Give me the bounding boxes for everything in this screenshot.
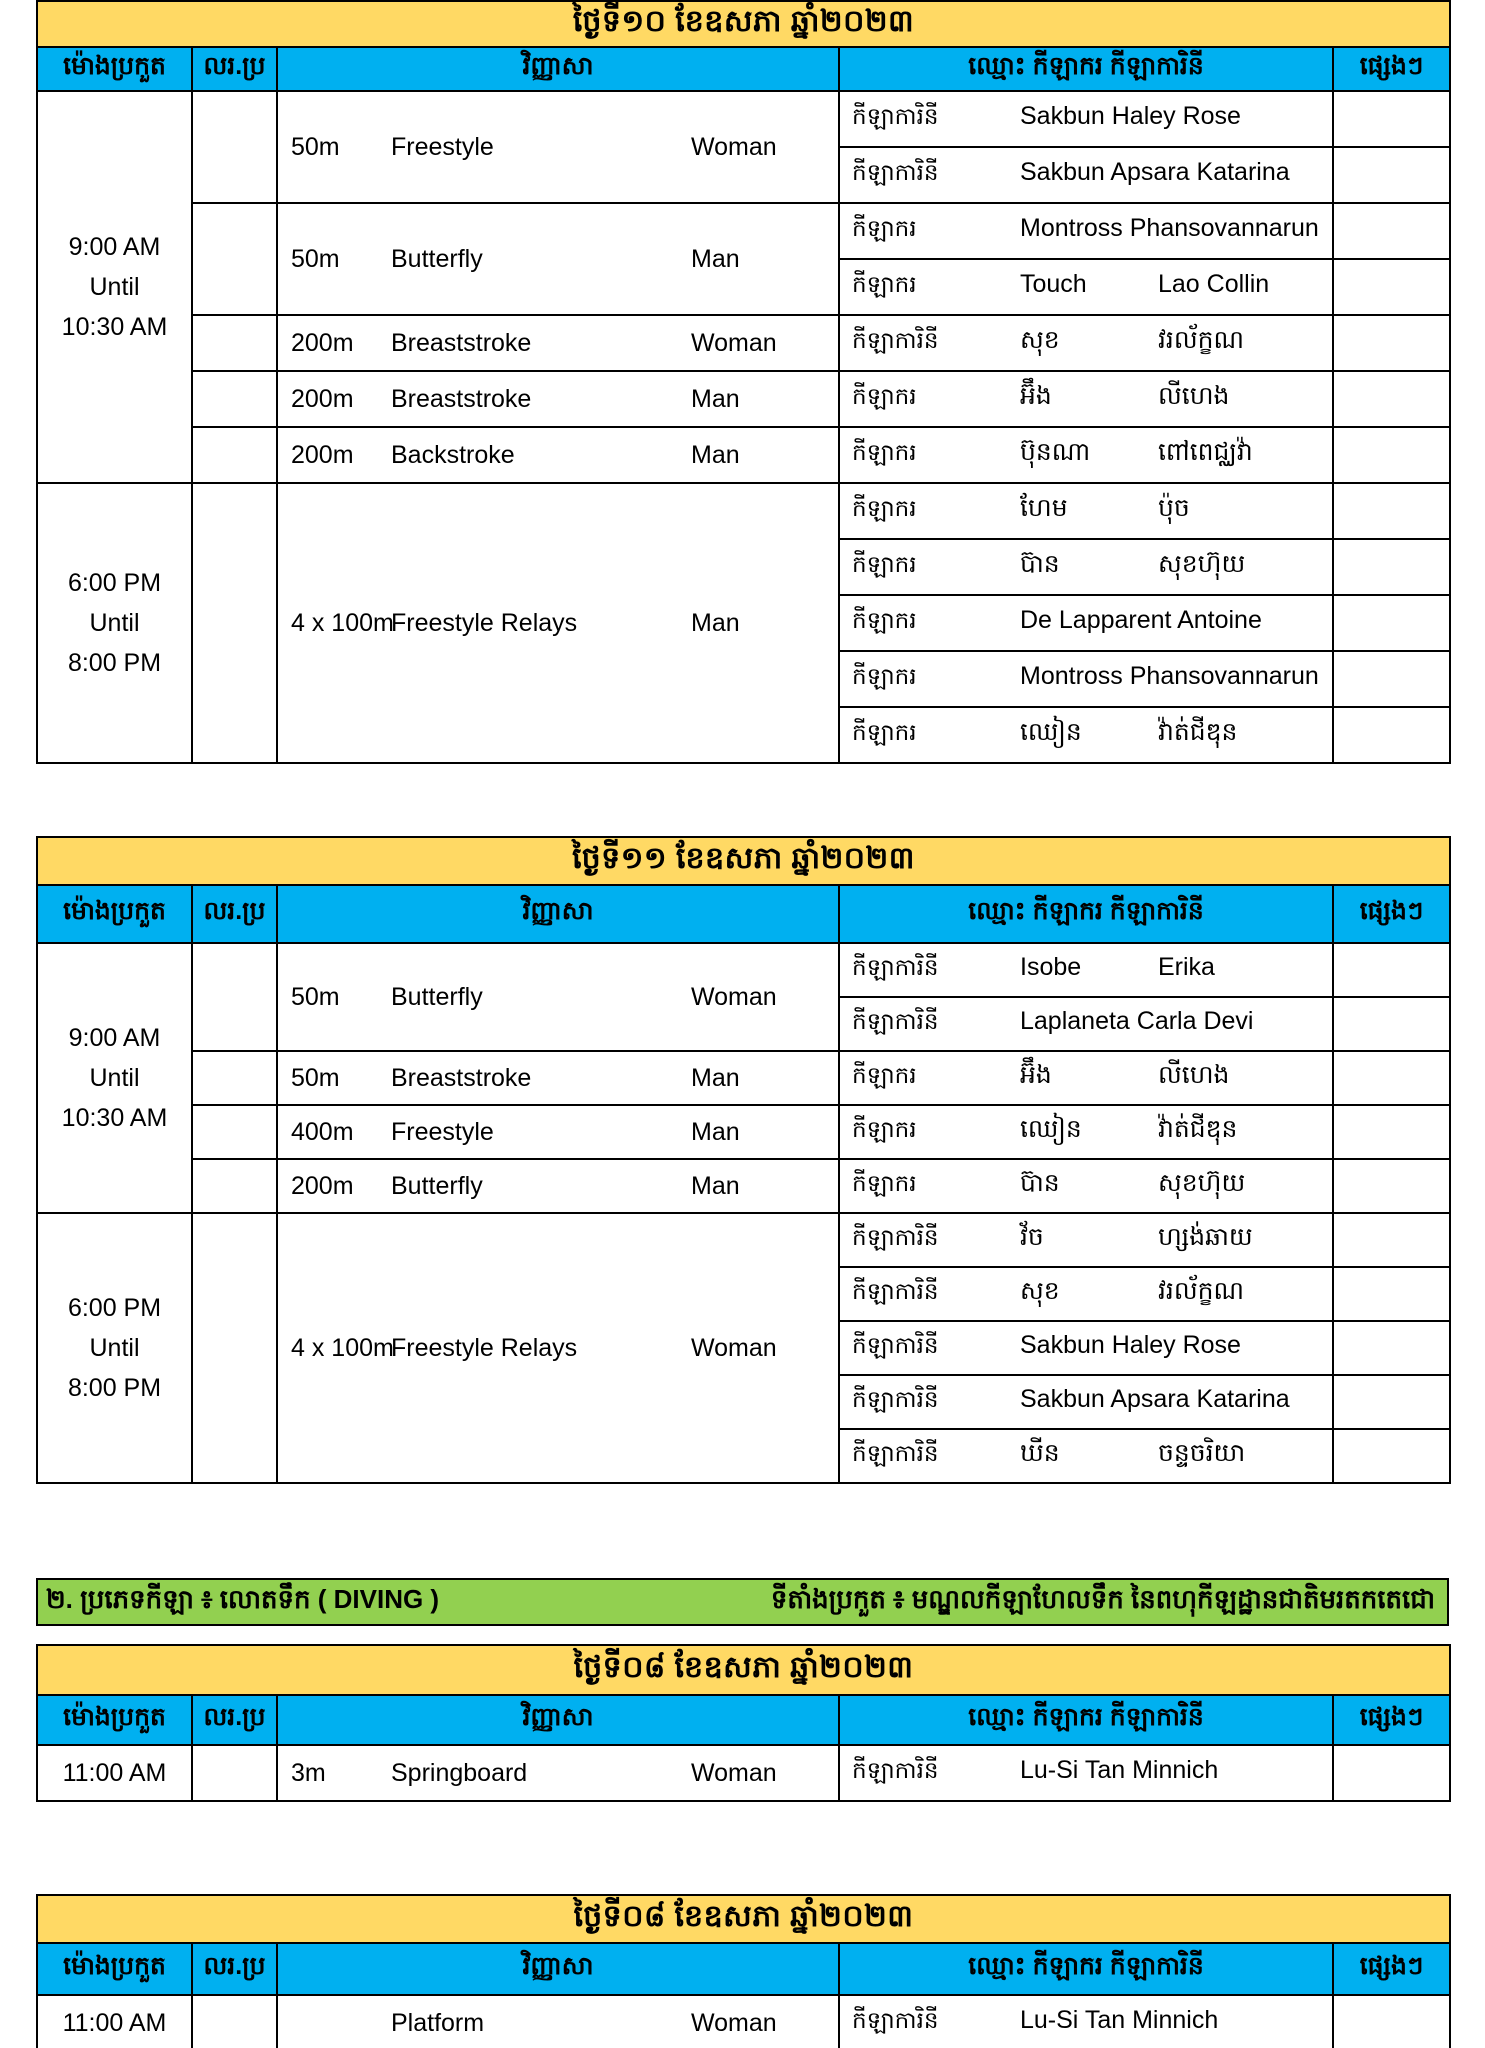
- schedule-table-diving-day08-platform: [36, 1894, 1451, 2048]
- other-cell: [1333, 259, 1450, 315]
- serial-cell: [192, 91, 277, 203]
- event-stroke: Freestyle: [391, 1117, 494, 1146]
- table-title: ថ្ងៃទី១០ ខែឧសភា ឆ្នាំ២០២៣: [37, 1, 1450, 47]
- athlete-role: កីឡាករ: [852, 719, 917, 745]
- column-header-time: ម៉ោងប្រកួត: [37, 47, 192, 91]
- athlete-name-cell: [839, 315, 1333, 371]
- time-line: 8:00 PM: [67, 648, 162, 677]
- athlete-name: Montross Phansovannarun: [1020, 214, 1319, 242]
- time-line: 9:00 AM: [68, 1023, 161, 1052]
- time-cell: [37, 1745, 192, 1801]
- event-gender: Woman: [691, 132, 777, 161]
- event-stroke: Freestyle Relays: [391, 608, 578, 637]
- table-title: ថ្ងៃទី០៨ ខែឧសភា ឆ្នាំ២០២៣: [37, 1895, 1450, 1943]
- serial-cell: [192, 1745, 277, 1801]
- athlete-name-second: Erika: [1158, 953, 1215, 981]
- athlete-name-cell: [839, 1745, 1333, 1801]
- serial-cell: [192, 483, 277, 763]
- athlete-name-cell: [839, 371, 1333, 427]
- athlete-name-cell: [839, 539, 1333, 595]
- athlete-name-second: លីហេង: [1158, 382, 1230, 410]
- event-distance: 4 x 100m: [291, 608, 394, 637]
- athlete-role: កីឡាការិនី: [852, 327, 939, 353]
- athlete-name-cell: [839, 91, 1333, 147]
- serial-cell: [192, 1105, 277, 1159]
- athlete-name-second: ចន្ទចរិយា: [1158, 1439, 1246, 1467]
- athlete-row: [37, 1745, 1450, 1801]
- table-title: ថ្ងៃទី០៨ ខែឧសភា ឆ្នាំ២០២៣: [37, 1645, 1450, 1695]
- diving-section-band: [36, 1578, 1449, 1626]
- other-cell: [1333, 427, 1450, 483]
- athlete-name-second: ប៉ុច: [1158, 494, 1190, 522]
- athlete-name-second: វ៉ាត់ជីឌុន: [1158, 718, 1238, 746]
- table-title: ថ្ងៃទី១១ ខែឧសភា ឆ្នាំ២០២៣: [37, 837, 1450, 885]
- event-distance: 200m: [291, 384, 354, 413]
- athlete-role: កីឡាការិនី: [852, 1224, 939, 1250]
- athlete-name: Sakbun Apsara Katarina: [1020, 158, 1290, 186]
- event-gender: Woman: [691, 1758, 777, 1787]
- event-stroke: Butterfly: [391, 982, 483, 1011]
- athlete-role: កីឡាការិនី: [852, 1386, 939, 1412]
- athlete-name-cell: [839, 1105, 1333, 1159]
- event-stroke: Butterfly: [391, 1171, 483, 1200]
- other-cell: [1333, 1429, 1450, 1483]
- serial-cell: [192, 943, 277, 1051]
- table-title-row: [37, 837, 1450, 885]
- serial-cell: [192, 371, 277, 427]
- serial-cell: [192, 1213, 277, 1483]
- time-cell: [37, 1213, 192, 1483]
- serial-cell: [192, 203, 277, 315]
- column-header-time: ម៉ោងប្រកួត: [37, 885, 192, 943]
- athlete-row: [37, 427, 1450, 483]
- athlete-name: អ៊ឹង: [1020, 382, 1052, 410]
- table-title-row: [37, 1645, 1450, 1695]
- other-cell: [1333, 483, 1450, 539]
- time-cell: [37, 483, 192, 763]
- diving-section-title: ២. ប្រភេទកីឡា ៖ លោតទឹក ( DIVING ): [46, 1584, 440, 1614]
- athlete-role: កីឡាករ: [852, 607, 917, 633]
- column-header-other: ផ្សេងៗ: [1333, 47, 1450, 91]
- time-line: 9:00 AM: [68, 232, 161, 261]
- athlete-name-cell: [839, 595, 1333, 651]
- serial-cell: [192, 1995, 277, 2048]
- table-title-row: [37, 1, 1450, 47]
- athlete-name-cell: [839, 483, 1333, 539]
- event-cell: [277, 203, 839, 315]
- event-stroke: Backstroke: [391, 440, 515, 469]
- athlete-role: កីឡាការិនី: [852, 103, 939, 129]
- event-distance: 50m: [291, 1063, 340, 1092]
- column-header-serial: លរ.ប្រ: [192, 47, 277, 91]
- event-gender: Woman: [691, 328, 777, 357]
- athlete-name-cell: [839, 1159, 1333, 1213]
- event-gender: Woman: [691, 1333, 777, 1362]
- table-header-row: [37, 47, 1450, 91]
- event-gender: Man: [691, 608, 740, 637]
- schedule-table-swimming-day11: [36, 836, 1451, 1484]
- other-cell: [1333, 595, 1450, 651]
- time-cell: [37, 91, 192, 483]
- athlete-name-cell: [839, 147, 1333, 203]
- event-distance: 4 x 100m: [291, 1333, 394, 1362]
- other-cell: [1333, 1051, 1450, 1105]
- athlete-name: សុខ: [1020, 326, 1060, 354]
- event-distance: 200m: [291, 1171, 354, 1200]
- other-cell: [1333, 371, 1450, 427]
- event-distance: 3m: [291, 1758, 326, 1787]
- event-cell: [277, 1745, 839, 1801]
- serial-cell: [192, 427, 277, 483]
- table-header-row: [37, 1943, 1450, 1995]
- event-cell: [277, 1995, 839, 2048]
- other-cell: [1333, 1267, 1450, 1321]
- event-cell: [277, 1213, 839, 1483]
- athlete-name: ហែម: [1020, 494, 1068, 522]
- other-cell: [1333, 147, 1450, 203]
- other-cell: [1333, 203, 1450, 259]
- time-line: 10:30 AM: [61, 312, 168, 341]
- schedule-table-swimming-day10: [36, 0, 1451, 764]
- event-cell: [277, 483, 839, 763]
- time-cell: [37, 943, 192, 1213]
- other-cell: [1333, 91, 1450, 147]
- athlete-role: កីឡាករ: [852, 551, 917, 577]
- athlete-name-cell: [839, 1375, 1333, 1429]
- athlete-row: [37, 315, 1450, 371]
- event-distance: 200m: [291, 440, 354, 469]
- event-cell: [277, 427, 839, 483]
- event-stroke: Freestyle Relays: [391, 1333, 578, 1362]
- athlete-name: Sakbun Haley Rose: [1020, 1331, 1241, 1359]
- other-cell: [1333, 1105, 1450, 1159]
- athlete-role: កីឡាការិនី: [852, 1757, 939, 1783]
- serial-cell: [192, 315, 277, 371]
- event-gender: Woman: [691, 2008, 777, 2037]
- athlete-name: Lu-Si Tan Minnich: [1020, 2006, 1219, 2034]
- time-line: Until: [89, 1333, 140, 1362]
- event-distance: 50m: [291, 982, 340, 1011]
- athlete-role: កីឡាករ: [852, 1116, 917, 1142]
- schedule-table-diving-day08-springboard: [36, 1644, 1451, 1802]
- athlete-name-cell: [839, 1995, 1333, 2048]
- athlete-name-cell: [839, 651, 1333, 707]
- athlete-name: សុខ: [1020, 1277, 1060, 1305]
- event-distance: 50m: [291, 244, 340, 273]
- diving-platform-table-slot: [36, 1894, 1485, 2048]
- athlete-name-cell: [839, 1321, 1333, 1375]
- athlete-name-cell: [839, 943, 1333, 997]
- event-stroke: Freestyle: [391, 132, 494, 161]
- column-header-serial: លរ.ប្រ: [192, 885, 277, 943]
- athlete-name-second: សុខហ៊ុយ: [1158, 550, 1246, 578]
- athlete-role: កីឡាករ: [852, 439, 917, 465]
- athlete-role: កីឡាករ: [852, 1170, 917, 1196]
- athlete-role: កីឡាករ: [852, 271, 917, 297]
- athlete-name-cell: [839, 1213, 1333, 1267]
- column-header-names: ឈ្មោះ កីឡាករ កីឡាការិនី: [839, 47, 1333, 91]
- athlete-name: Lu-Si Tan Minnich: [1020, 1756, 1219, 1784]
- athlete-name-second: លីហេង: [1158, 1061, 1230, 1089]
- other-cell: [1333, 539, 1450, 595]
- athlete-name: ប៊ាន: [1020, 550, 1060, 578]
- event-stroke: Platform: [391, 2008, 485, 2037]
- athlete-name-second: ពៅពេជ្ឈវ៉ា: [1158, 438, 1253, 466]
- column-header-time: ម៉ោងប្រកួត: [37, 1695, 192, 1745]
- diving-springboard-table-slot: [36, 1644, 1485, 1802]
- time-line: Until: [89, 608, 140, 637]
- athlete-name-cell: [839, 1267, 1333, 1321]
- column-header-serial: លរ.ប្រ: [192, 1695, 277, 1745]
- athlete-name: ឈៀន: [1020, 718, 1082, 746]
- event-gender: Man: [691, 1063, 740, 1092]
- athlete-row: [37, 1995, 1450, 2048]
- event-distance: 200m: [291, 328, 354, 357]
- event-gender: Man: [691, 1171, 740, 1200]
- time-line: 10:30 AM: [61, 1103, 168, 1132]
- athlete-name-second: វរល័ក្ខណ: [1158, 1277, 1245, 1305]
- event-cell: [277, 371, 839, 427]
- athlete-row: [37, 1105, 1450, 1159]
- column-header-names: ឈ្មោះ កីឡាករ កីឡាការិនី: [839, 1943, 1333, 1995]
- column-header-time: ម៉ោងប្រកួត: [37, 1943, 192, 1995]
- athlete-name: វ័ច: [1020, 1223, 1044, 1251]
- athlete-name-second: ហ្សង់ឆាយ: [1158, 1223, 1253, 1251]
- column-header-event: វិញ្ញាសា: [277, 47, 839, 91]
- athlete-role: កីឡាករ: [852, 383, 917, 409]
- athlete-name-cell: [839, 1429, 1333, 1483]
- time-line: 11:00 AM: [62, 2008, 167, 2037]
- athlete-role: កីឡាការិនី: [852, 159, 939, 185]
- time-line: 6:00 PM: [67, 568, 162, 597]
- athlete-role: កីឡាការិនី: [852, 1440, 939, 1466]
- other-cell: [1333, 1321, 1450, 1375]
- table-header-row: [37, 885, 1450, 943]
- event-stroke: Springboard: [391, 1758, 528, 1787]
- column-header-other: ផ្សេងៗ: [1333, 885, 1450, 943]
- athlete-name-second: Lao Collin: [1158, 270, 1270, 298]
- other-cell: [1333, 1995, 1450, 2048]
- other-cell: [1333, 315, 1450, 371]
- athlete-name: Montross Phansovannarun: [1020, 662, 1319, 690]
- athlete-role: កីឡាករ: [852, 495, 917, 521]
- athlete-row: [37, 91, 1450, 147]
- athlete-name: អ៊ឹង: [1020, 1061, 1052, 1089]
- serial-cell: [192, 1159, 277, 1213]
- athlete-role: កីឡាការិនី: [852, 1008, 939, 1034]
- athlete-role: កីឡាការិនី: [852, 1332, 939, 1358]
- athlete-name: Isobe: [1020, 953, 1082, 981]
- athlete-name-cell: [839, 427, 1333, 483]
- other-cell: [1333, 997, 1450, 1051]
- diving-section-venue: ទីតាំងប្រកួត ៖ មណ្ឌលកីឡាហែលទឹក នៃពហុកីឡដ្ឋានជាតិមរតកតេជោ: [770, 1584, 1435, 1614]
- column-header-event: វិញ្ញាសា: [277, 885, 839, 943]
- event-cell: [277, 315, 839, 371]
- table-title-row: [37, 1895, 1450, 1943]
- column-header-event: វិញ្ញាសា: [277, 1695, 839, 1745]
- event-stroke: Butterfly: [391, 244, 483, 273]
- event-stroke: Breaststroke: [391, 1063, 532, 1092]
- event-cell: [277, 91, 839, 203]
- event-gender: Man: [691, 244, 740, 273]
- athlete-row: [37, 1051, 1450, 1105]
- time-cell: [37, 1995, 192, 2048]
- athlete-row: [37, 203, 1450, 259]
- athlete-name: ប៊ាន: [1020, 1169, 1060, 1197]
- athlete-role: កីឡាការិនី: [852, 1278, 939, 1304]
- athlete-name-cell: [839, 1051, 1333, 1105]
- event-cell: [277, 1105, 839, 1159]
- event-cell: [277, 1051, 839, 1105]
- time-line: 11:00 AM: [62, 1758, 167, 1787]
- other-cell: [1333, 943, 1450, 997]
- other-cell: [1333, 1213, 1450, 1267]
- time-line: 8:00 PM: [67, 1373, 162, 1402]
- swimming-day10-table-slot: [36, 0, 1485, 764]
- event-stroke: Breaststroke: [391, 328, 532, 357]
- athlete-name: ប៊ុនណា: [1020, 438, 1091, 466]
- athlete-name-cell: [839, 203, 1333, 259]
- column-header-other: ផ្សេងៗ: [1333, 1695, 1450, 1745]
- event-stroke: Breaststroke: [391, 384, 532, 413]
- event-gender: Man: [691, 1117, 740, 1146]
- athlete-name-cell: [839, 259, 1333, 315]
- athlete-row: [37, 1159, 1450, 1213]
- athlete-role: កីឡាករ: [852, 1062, 917, 1088]
- event-cell: [277, 1159, 839, 1213]
- event-gender: Man: [691, 440, 740, 469]
- event-gender: Woman: [691, 982, 777, 1011]
- athlete-name: De Lapparent Antoine: [1020, 606, 1262, 634]
- athlete-name: Sakbun Apsara Katarina: [1020, 1385, 1290, 1413]
- column-header-other: ផ្សេងៗ: [1333, 1943, 1450, 1995]
- athlete-name: Touch: [1020, 270, 1087, 298]
- athlete-role: កីឡាករ: [852, 215, 917, 241]
- other-cell: [1333, 1159, 1450, 1213]
- athlete-role: កីឡាការិនី: [852, 2007, 939, 2033]
- athlete-role: កីឡាការិនី: [852, 954, 939, 980]
- athlete-row: [37, 1213, 1450, 1267]
- event-cell: [277, 943, 839, 1051]
- other-cell: [1333, 707, 1450, 763]
- time-line: Until: [89, 1063, 140, 1092]
- serial-cell: [192, 1051, 277, 1105]
- athlete-name-cell: [839, 707, 1333, 763]
- athlete-name: ឈៀន: [1020, 1115, 1082, 1143]
- athlete-row: [37, 943, 1450, 997]
- table-header-row: [37, 1695, 1450, 1745]
- column-header-event: វិញ្ញាសា: [277, 1943, 839, 1995]
- athlete-name-second: វ៉ាត់ជីឌុន: [1158, 1115, 1238, 1143]
- athlete-name-cell: [839, 997, 1333, 1051]
- athlete-row: [37, 483, 1450, 539]
- athlete-name-second: សុខហ៊ុយ: [1158, 1169, 1246, 1197]
- athlete-row: [37, 371, 1450, 427]
- column-header-names: ឈ្មោះ កីឡាករ កីឡាការិនី: [839, 885, 1333, 943]
- time-line: Until: [89, 272, 140, 301]
- athlete-name-second: វរល័ក្ខណ: [1158, 326, 1245, 354]
- column-header-names: ឈ្មោះ កីឡាករ កីឡាការិនី: [839, 1695, 1333, 1745]
- athlete-role: កីឡាករ: [852, 663, 917, 689]
- athlete-name: Laplaneta Carla Devi: [1020, 1007, 1254, 1035]
- time-line: 6:00 PM: [67, 1293, 162, 1322]
- event-distance: 400m: [291, 1117, 354, 1146]
- column-header-serial: លរ.ប្រ: [192, 1943, 277, 1995]
- other-cell: [1333, 1745, 1450, 1801]
- athlete-name: Sakbun Haley Rose: [1020, 102, 1241, 130]
- other-cell: [1333, 651, 1450, 707]
- event-distance: 50m: [291, 132, 340, 161]
- event-gender: Man: [691, 384, 740, 413]
- athlete-name: ឃីន: [1020, 1439, 1060, 1467]
- swimming-day11-table-slot: [36, 836, 1485, 1484]
- other-cell: [1333, 1375, 1450, 1429]
